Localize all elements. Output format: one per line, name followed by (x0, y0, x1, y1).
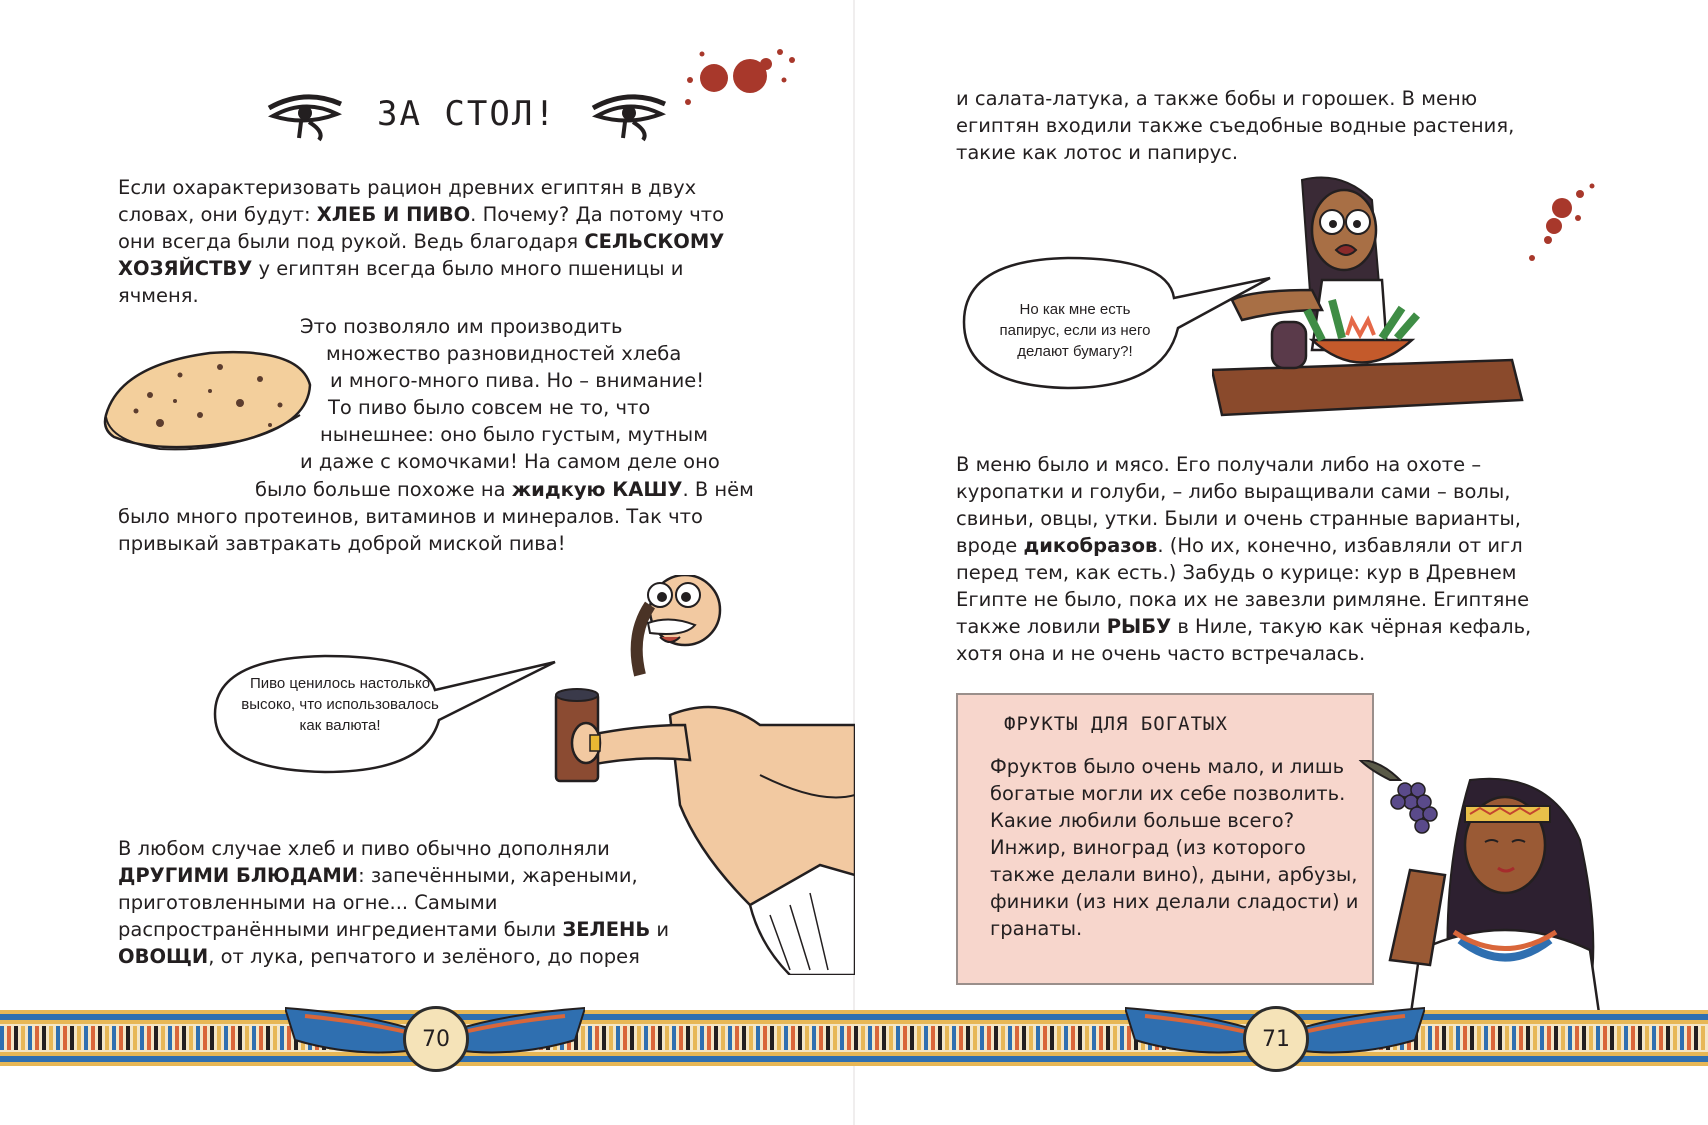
egyptian-border-band (0, 1010, 1708, 1066)
band-stripe (1022, 1026, 1026, 1050)
text-run: у египтян всегда было много пшеницы и ячменя. (118, 257, 684, 307)
band-stripe (1547, 1026, 1551, 1050)
band-stripe (1071, 1026, 1075, 1050)
band-stripe (105, 1026, 109, 1050)
bubble-text-beer: Пиво ценилось настолько высоко, что использовалось как валюта! (241, 675, 439, 734)
band-stripe (35, 1026, 39, 1050)
band-stripe (210, 1026, 214, 1050)
text-line: и даже с комочками! На самом деле оно (300, 450, 720, 473)
band-stripe (245, 1026, 249, 1050)
band-stripe (98, 1026, 102, 1050)
band-stripe (1015, 1026, 1019, 1050)
band-stripe (1477, 1026, 1481, 1050)
band-stripe (847, 1026, 851, 1050)
band-stripe (1568, 1026, 1572, 1050)
band-stripe (1645, 1026, 1649, 1050)
band-stripe (903, 1026, 907, 1050)
bold-text: ДРУГИМИ БЛЮДАМИ (118, 864, 359, 887)
band-stripe (266, 1026, 270, 1050)
bold-text: СЕЛЬСКОМУ ХОЗЯЙСТВУ (118, 230, 725, 280)
band-stripe (203, 1026, 207, 1050)
flatbread-illustration (100, 345, 315, 455)
band-stripe (1582, 1026, 1586, 1050)
band-stripe (49, 1026, 53, 1050)
paragraph-beer-end (118, 476, 758, 557)
band-stripe (595, 1026, 599, 1050)
bold-text: дикобразов (1023, 534, 1158, 557)
band-stripe (1610, 1026, 1614, 1050)
band-stripe (1036, 1026, 1040, 1050)
fruit-info-box (956, 693, 1374, 985)
band-stripe (273, 1026, 277, 1050)
paragraph-intro (118, 174, 758, 309)
woman-with-grapes-illustration (1350, 760, 1610, 1020)
band-stripe (763, 1026, 767, 1050)
band-stripe (1694, 1026, 1698, 1050)
band-stripe (1659, 1026, 1663, 1050)
band-stripe (1008, 1026, 1012, 1050)
eye-of-horus-icon (265, 86, 345, 142)
band-stripe (819, 1026, 823, 1050)
band-stripe (1666, 1026, 1670, 1050)
band-stripe (238, 1026, 242, 1050)
band-stripe (231, 1026, 235, 1050)
band-stripe (980, 1026, 984, 1050)
band-stripe (658, 1026, 662, 1050)
band-stripe (707, 1026, 711, 1050)
band-stripe (56, 1026, 60, 1050)
band-stripe (77, 1026, 81, 1050)
band-stripe (252, 1026, 256, 1050)
band-stripe (119, 1026, 123, 1050)
text-run: В меню было и мясо. Его получали либо на охоте – куропатки и голуби, – либо выращивали сами – волы, свиньи, овцы, утки. Были и очень странные варианты, вроде (956, 453, 1521, 557)
band-stripe (875, 1026, 879, 1050)
band-stripe (1085, 1026, 1089, 1050)
band-stripe (1673, 1026, 1677, 1050)
band-stripe (910, 1026, 914, 1050)
band-stripe (1540, 1026, 1544, 1050)
band-stripe (833, 1026, 837, 1050)
band-stripe (602, 1026, 606, 1050)
band-stripe (1603, 1026, 1607, 1050)
band-stripe (175, 1026, 179, 1050)
band-stripe (1113, 1026, 1117, 1050)
band-stripe (686, 1026, 690, 1050)
band-stripe (791, 1026, 795, 1050)
band-stripe (196, 1026, 200, 1050)
band-stripe (994, 1026, 998, 1050)
band-stripe (189, 1026, 193, 1050)
band-stripe (665, 1026, 669, 1050)
band-stripe (1512, 1026, 1516, 1050)
band-stripe (1631, 1026, 1635, 1050)
page-number-left: 70 (403, 1006, 469, 1072)
band-stripe (973, 1026, 977, 1050)
band-stripe (1043, 1026, 1047, 1050)
band-stripe (133, 1026, 137, 1050)
band-stripe (728, 1026, 732, 1050)
text-run: . Почему? Да потому что они всегда были под рукой. Ведь благодаря (118, 203, 725, 253)
band-stripe (959, 1026, 963, 1050)
band-stripe (154, 1026, 158, 1050)
band-stripe (1491, 1026, 1495, 1050)
band-stripe (147, 1026, 151, 1050)
band-stripe (812, 1026, 816, 1050)
band-stripe (644, 1026, 648, 1050)
fruit-box-title: ФРУКТЫ ДЛЯ БОГАТЫХ (1004, 713, 1228, 735)
band-stripe (1680, 1026, 1684, 1050)
page-title: ЗА СТОЛ! (377, 94, 557, 134)
band-stripe (217, 1026, 221, 1050)
bold-text: ХЛЕБ И ПИВО (316, 203, 471, 226)
band-stripe (1456, 1026, 1460, 1050)
band-stripe (280, 1026, 284, 1050)
band-stripe (896, 1026, 900, 1050)
band-stripe (1078, 1026, 1082, 1050)
band-stripe (224, 1026, 228, 1050)
band-stripe (1428, 1026, 1432, 1050)
text-run: Если охарактеризовать рацион древних египтян в двух словах, они будут: (118, 176, 697, 226)
band-stripe (1001, 1026, 1005, 1050)
eye-of-horus-icon (589, 86, 669, 142)
splatter-decoration (1522, 178, 1602, 268)
band-stripe (735, 1026, 739, 1050)
band-stripe (630, 1026, 634, 1050)
band-stripe (693, 1026, 697, 1050)
band-stripe (1484, 1026, 1488, 1050)
band-stripe (28, 1026, 32, 1050)
band-stripe (609, 1026, 613, 1050)
band-stripe (917, 1026, 921, 1050)
band-stripe (987, 1026, 991, 1050)
band-stripe (784, 1026, 788, 1050)
band-stripe (882, 1026, 886, 1050)
band-stripe (952, 1026, 956, 1050)
band-stripe (21, 1026, 25, 1050)
band-stripe (1561, 1026, 1565, 1050)
band-stripe (1064, 1026, 1068, 1050)
band-stripe (777, 1026, 781, 1050)
text-run: : запечёнными, жареными, приготовленными на огне... Самыми распространёнными ингредиентами были (118, 864, 638, 941)
girl-cooking-illustration (1212, 170, 1572, 430)
band-stripe (1099, 1026, 1103, 1050)
band-stripe (623, 1026, 627, 1050)
band-stripe (637, 1026, 641, 1050)
band-stripe (168, 1026, 172, 1050)
paragraph-beer (300, 313, 720, 475)
band-stripe (1092, 1026, 1096, 1050)
paragraph-dishes (118, 835, 698, 970)
band-stripe (182, 1026, 186, 1050)
band-stripe (1029, 1026, 1033, 1050)
band-stripe (672, 1026, 676, 1050)
text-line: и много-много пива. Но – внимание! (330, 369, 705, 392)
band-stripe (91, 1026, 95, 1050)
text-line: То пиво было совсем не то, что (328, 396, 651, 419)
band-stripe (1554, 1026, 1558, 1050)
band-stripe (1575, 1026, 1579, 1050)
band-stripe (1519, 1026, 1523, 1050)
band-stripe (14, 1026, 18, 1050)
text-run: и (650, 918, 670, 941)
band-stripe (924, 1026, 928, 1050)
band-stripe (1498, 1026, 1502, 1050)
band-stripe (805, 1026, 809, 1050)
band-stripe (63, 1026, 67, 1050)
band-stripe (868, 1026, 872, 1050)
band-stripe (1463, 1026, 1467, 1050)
text-run: В любом случае хлеб и пиво обычно дополняли (118, 837, 610, 860)
band-stripe (1470, 1026, 1474, 1050)
text-line: множество разновидностей хлеба (326, 342, 682, 365)
bubble-text-papyrus: Но как мне есть папирус, если из него делают бумагу?! (999, 301, 1151, 360)
band-stripe (1687, 1026, 1691, 1050)
band-stripe (749, 1026, 753, 1050)
band-stripe (889, 1026, 893, 1050)
text-run: в Ниле, такую как чёрная кефаль, хотя она и не очень часто встречалась. (956, 615, 1532, 665)
text-run: . В нём было много протеинов, витаминов и минералов. Так что привыкай завтракать доброй миской пива! (118, 478, 754, 555)
band-stripe (112, 1026, 116, 1050)
band-stripe (938, 1026, 942, 1050)
band-stripe (1701, 1026, 1705, 1050)
band-stripe (700, 1026, 704, 1050)
band-stripe (826, 1026, 830, 1050)
band-stripe (1435, 1026, 1439, 1050)
band-stripe (756, 1026, 760, 1050)
band-stripe (616, 1026, 620, 1050)
band-stripe (1589, 1026, 1593, 1050)
band-stripe (126, 1026, 130, 1050)
band-stripe (1617, 1026, 1621, 1050)
splatter-decoration (680, 40, 800, 120)
band-stripe (721, 1026, 725, 1050)
text-line: Это позволяло им производить (300, 315, 623, 338)
band-stripe (70, 1026, 74, 1050)
band-stripe (651, 1026, 655, 1050)
band-stripe (1624, 1026, 1628, 1050)
fruit-box-text: Фруктов было очень мало, и лишь богатые могли их себе позволить. Какие любили больше всего? Инжир, виноград (из которого также делали вино), дыни, арбузы, финики (из них делали сладости) и гранаты. (990, 755, 1359, 940)
band-stripe (1442, 1026, 1446, 1050)
band-stripe (945, 1026, 949, 1050)
bold-text: РЫБУ (1106, 615, 1172, 638)
text-run: было больше похоже на (255, 478, 512, 501)
band-stripe (714, 1026, 718, 1050)
band-stripe (259, 1026, 263, 1050)
band-stripe (1505, 1026, 1509, 1050)
band-stripe (1526, 1026, 1530, 1050)
band-stripe (1652, 1026, 1656, 1050)
text-run: . (Но их, конечно, избавляли от игл перед тем, как есть.) Забудь о курице: кур в Древнем Египте не было, пока их не завезли римляне. Египтяне также ловили (956, 534, 1530, 638)
bold-text: ЗЕЛЕНЬ (562, 918, 651, 941)
band-stripe (742, 1026, 746, 1050)
band-stripe (1596, 1026, 1600, 1050)
band-stripe (931, 1026, 935, 1050)
band-stripe (1533, 1026, 1537, 1050)
band-stripe (84, 1026, 88, 1050)
band-stripe (161, 1026, 165, 1050)
band-stripe (861, 1026, 865, 1050)
paragraph-meat (956, 451, 1576, 667)
band-stripe (1449, 1026, 1453, 1050)
title-row (265, 86, 669, 142)
bold-text: жидкую КАШУ (511, 478, 683, 501)
band-stripe (588, 1026, 592, 1050)
band-stripe (7, 1026, 11, 1050)
text-line: нынешнее: оно было густым, мутным (320, 423, 708, 446)
band-stripe (966, 1026, 970, 1050)
band-stripe (1106, 1026, 1110, 1050)
band-stripe (0, 1026, 4, 1050)
band-stripe (1120, 1026, 1124, 1050)
band-stripe (679, 1026, 683, 1050)
text-run: , от лука, репчатого и зелёного, до порея (208, 945, 640, 968)
band-stripe (798, 1026, 802, 1050)
band-stripe (854, 1026, 858, 1050)
band-stripe (1050, 1026, 1054, 1050)
paragraph-vegetables: и салата-латука, а также бобы и горошек. В меню египтян входили также съедобные водные растения, такие как лотос и папирус. (956, 87, 1515, 164)
page-number-right: 71 (1243, 1006, 1309, 1072)
band-stripe (1057, 1026, 1061, 1050)
band-stripe (770, 1026, 774, 1050)
band-stripe (1638, 1026, 1642, 1050)
band-stripe (840, 1026, 844, 1050)
band-stripe (140, 1026, 144, 1050)
bold-text: ОВОЩИ (118, 945, 209, 968)
band-stripe (42, 1026, 46, 1050)
